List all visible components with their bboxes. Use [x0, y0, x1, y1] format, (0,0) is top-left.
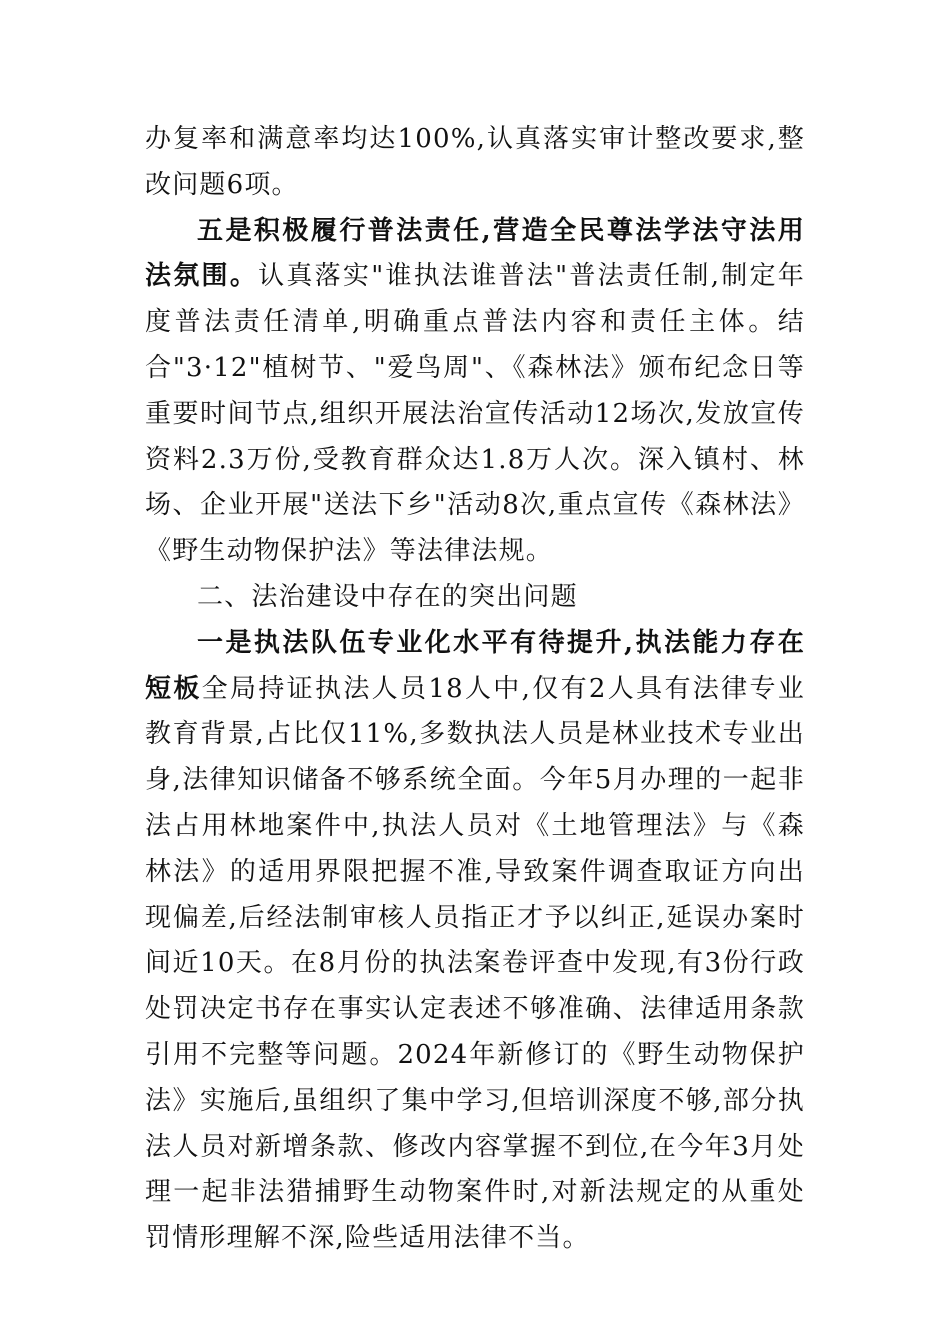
paragraph-lead-enforcement-team: 一是执法队伍专业化水平有待提升,执法能力存在短板 — [145, 627, 805, 704]
paragraph-audit-rectification: 办复率和满意率均达100%,认真落实审计整改要求,整改问题6项。 — [145, 124, 805, 200]
section-heading-problems: 二、法治建设中存在的突出问题 — [197, 581, 578, 612]
paragraph-legal-publicity — [145, 209, 805, 575]
document-body — [145, 117, 805, 1262]
paragraph-lead-legal-publicity: 五是积极履行普法责任,营造全民尊法学法守法用法氛围。 — [145, 215, 805, 292]
paragraph-body-enforcement-team: 全局持证执法人员18人中,仅有2人具有法律专业教育背景,占比仅11%,多数执法人员是林业技术专业出身,法律知识储备不够系统全面。今年5月办理的一起非法占用林地案件中,执法人员对《土地管理法》与《森林法》的适用界限把握不准,导致案件调查取证方向出现偏差,后经法制审核人员指正才予以纠正,延误办案时间近10天。在8月份的执法案卷评查中发现,有3份行政处罚决定书存在事实认定表述不够准确、法律适用条款引用不完整等问题。2024年新修订的《野生动物保护法》实施后,虽组织了集中学习,但培训深度不够,部分执法人员对新增条款、修改内容掌握不到位,在今年3月处理一起非法猎捕野生动物案件时,对新法规定的从重处罚情形理解不深,险些适用法律不当。 — [145, 673, 805, 1254]
paragraph-enforcement-team — [145, 621, 805, 1262]
paragraph-body-legal-publicity: 认真落实"谁执法谁普法"普法责任制,制定年度普法责任清单,明确重点普法内容和责任主体。结合"3·12"植树节、"爱鸟周"、《森林法》颁布纪念日等重要时间节点,组织开展法治宣传活动12场次,发放宣传资料2.3万份,受教育群众达1.8万人次。深入镇村、林场、企业开展"送法下乡"活动8次,重点宣传《森林法》《野生动物保护法》等法律法规。 — [145, 261, 805, 567]
